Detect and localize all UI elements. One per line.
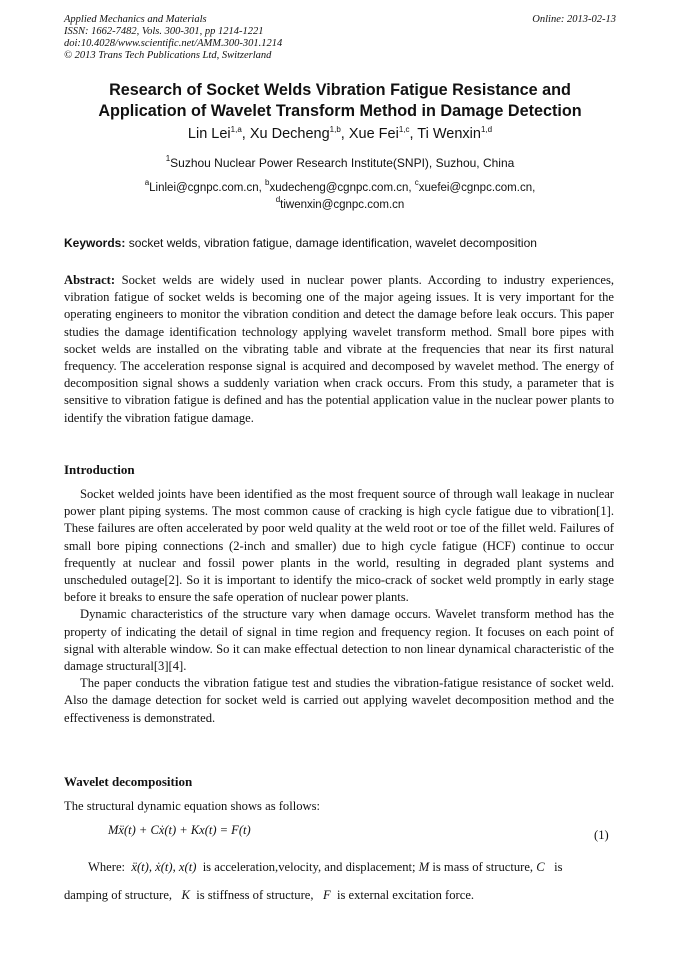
author-name: Xu Decheng xyxy=(249,126,330,142)
where-line-2 xyxy=(64,888,616,903)
where-text: is xyxy=(554,860,563,874)
wavelet-heading: Wavelet decomposition xyxy=(64,774,193,789)
email-address[interactable]: xudecheng@cgnpc.com.cn, xyxy=(269,182,412,194)
email-sup: d xyxy=(275,195,281,204)
journal-name: Applied Mechanics and Materials xyxy=(64,14,207,25)
title-line-1: Research of Socket Welds Vibration Fatigue Resistance and xyxy=(109,81,571,99)
online-date: Online: 2013-02-13 xyxy=(532,14,616,25)
paragraph: Socket welded joints have been identified as the most frequent source of through wall leakage in nuclear power plant piping systems. The most common cause of cracking is high cycle fatigue due to vibration[1]. These failures are often accelerated by poor weld quality at the weld root or toe of the fillet weld. Failures of small bore piping connections (2-inch and smaller) due to high cycle fatigue (HCF) continue to occur frequently at nuclear and fossil power plants in the world, resulting in degraded plant systems and unscheduled outage[2]. So it is important to identify the mico-crack of socket weld promptly in early stage before it breaks to ensure the safe operation of nuclear power plants. xyxy=(64,487,614,605)
abstract xyxy=(64,272,614,427)
where-text: damping of structure, xyxy=(64,888,173,902)
journal-copyright: © 2013 Trans Tech Publications Ltd, Switzerland xyxy=(64,50,272,61)
where-text: is external excitation force. xyxy=(336,888,475,902)
var-f: F xyxy=(322,888,331,902)
author-sup: 1,c xyxy=(398,125,410,134)
where-vars: ẍ(t), ẋ(t), x(t) xyxy=(131,860,197,874)
journal-header xyxy=(64,14,616,62)
email-address[interactable]: Linlei@cgnpc.com.cn, xyxy=(149,182,262,194)
email-sup: c xyxy=(414,178,419,187)
author-sup: 1,a xyxy=(230,125,242,134)
keywords-text: socket welds, vibration fatigue, damage identification, wavelet decomposition xyxy=(128,236,537,250)
where-text: is mass of structure, xyxy=(432,860,534,874)
where-text: is acceleration,velocity, and displacement; xyxy=(202,860,416,874)
where-line-1 xyxy=(64,860,616,875)
paper-title xyxy=(40,80,640,122)
email-address[interactable]: tiwenxin@cgnpc.com.cn xyxy=(280,199,405,211)
affiliation-text: Suzhou Nuclear Power Research Institute(SNPI), Suzhou, China xyxy=(170,156,515,170)
abstract-text: Socket welds are widely used in nuclear power plants. According to industry experiences, vibration fatigue of socket welds is becoming one of the major ageing issues. It is very important for the operating engineers to monitor the vibration condition and detect the damage before leak occurs. This paper studies the damage identification technology applying wavelet transform method. Small bore pipes with socket welds are installed on the vibrating table and vibrate at the frequencies that near its first natural frequency. The acceleration response signal is acquired and decomposed by wavelet method. The energy of decomposition signal shows a suddenly variation when crack occurs. From this study, a parameter that is sensitive to vibration fatigue is defined and has the potential application value in the nuclear power plants to identify the vibration fatigue damage. xyxy=(64,273,614,425)
affiliation xyxy=(40,156,640,170)
author-name: Xue Fei xyxy=(348,126,399,142)
journal-doi: doi:10.4028/www.scientific.net/AMM.300-301.1214 xyxy=(64,38,283,49)
email-address[interactable]: xuefei@cgnpc.com.cn, xyxy=(418,182,536,194)
introduction-body xyxy=(64,486,614,727)
affiliation-sup: 1 xyxy=(165,154,171,163)
equation-number: (1) xyxy=(594,828,609,842)
abstract-label: Abstract: xyxy=(64,273,116,287)
var-k: K xyxy=(181,888,190,902)
author-list: Lin Lei$^{1,a}$, Xu Decheng$^{1,b}$, Xue Fei$^{1,c}$, Ti Wenxin$^{1,d}$ xyxy=(187,125,493,142)
author-name: Ti Wenxin xyxy=(417,126,481,142)
author-sup: 1,b xyxy=(329,125,341,134)
email-sup: b xyxy=(265,178,270,187)
keywords xyxy=(64,236,624,250)
wavelet-intro: The structural dynamic equation shows as follows: xyxy=(64,799,321,813)
email-list xyxy=(40,180,640,214)
paragraph: Dynamic characteristics of the structure vary when damage occurs. Wavelet transform method has the property of indicating the detail of signal in time region and frequency region. It focuses on each point of signal with alterable window. So it can make effectual detection to non linear dynamical characteristic of the damage structural[3][4]. xyxy=(64,607,614,674)
journal-issn: ISSN: 1662-7482, Vols. 300-301, pp 1214-1221 xyxy=(64,26,264,37)
where-text: is stiffness of structure, xyxy=(196,888,314,902)
var-c: C xyxy=(536,860,545,874)
email-sup: a xyxy=(144,178,150,187)
equation-1: Mẍ(t) + Cẋ(t) + Kx(t) = F(t) xyxy=(108,823,251,837)
var-m: M xyxy=(418,860,430,874)
author-sup: 1,d xyxy=(480,125,493,134)
introduction-heading: Introduction xyxy=(64,462,135,477)
where-label: Where: xyxy=(88,860,126,874)
title-line-2: Application of Wavelet Transform Method in Damage Detection xyxy=(98,102,582,120)
keywords-label: Keywords: xyxy=(64,236,126,250)
author-name: Lin Lei xyxy=(187,126,231,142)
paragraph: The paper conducts the vibration fatigue test and studies the vibration-fatigue resistance of socket weld. Also the damage detection for socket weld is carried out applying wavelet decomposition method and the effectiveness is demonstrated. xyxy=(64,676,614,725)
